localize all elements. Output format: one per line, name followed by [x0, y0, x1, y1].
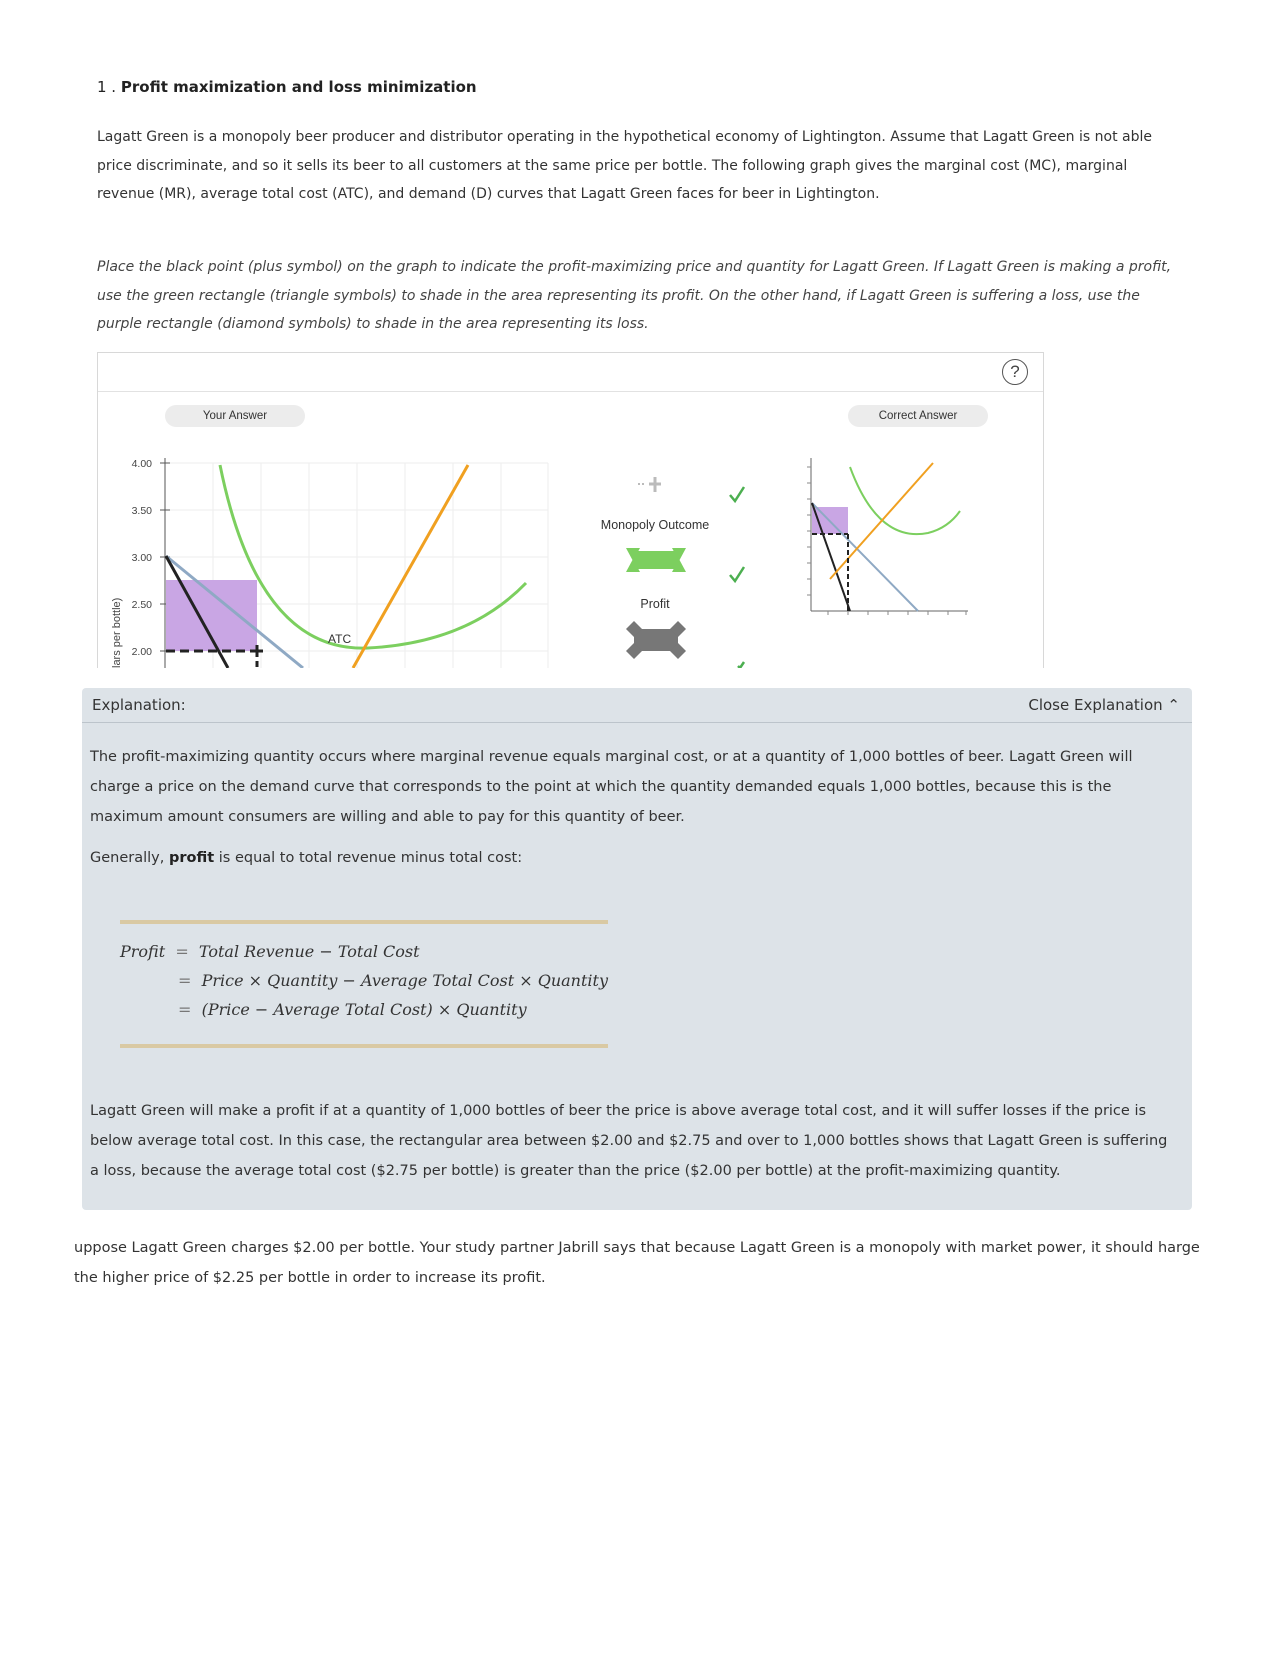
formula-lhs: Profit [120, 942, 166, 961]
profit-formula [120, 920, 608, 1048]
y-tick-label: 2.50 [131, 599, 152, 611]
your-answer-tab[interactable]: Your Answer [165, 405, 305, 427]
explanation-paragraph: Lagatt Green will make a profit if at a quantity of 1,000 bottles of beer the price is above average total cost, and it will suffer losses if the price is below average total cost. In this case, the rectangular area between $2.00 and $2.75 and over to 1,000 bottles shows that Lagatt Green is suffering a loss, because the average total cost ($2.75 per bottle) is greater than the price ($2.00 per bottle) at the profit-maximizing quantity. [90, 1103, 1168, 1179]
formula-line [120, 942, 420, 961]
explanation-text: Generally, [90, 850, 169, 866]
formula-equals: = [175, 942, 189, 961]
question-instruction: Place the black point (plus symbol) on the graph to indicate the profit-maximizing price and quantity for Lagatt Green. If Lagatt Green is making a profit, use the green rectangle (triangle symbols) to shade in the area representing its profit. On the other hand, if Lagatt Green is suffering a loss, use the purple rectangle (diamond symbols) to shade in the area representing its loss. [97, 259, 1172, 332]
correct-answer-graph [807, 458, 968, 615]
explanation-bold-term: profit [168, 850, 215, 866]
triangle-icon[interactable] [626, 548, 686, 572]
y-tick-label: 3.00 [131, 552, 152, 564]
checkmark-icon [730, 567, 744, 581]
followup-question-text: uppose Lagatt Green charges $2.00 per bottle. Your study partner Jabrill says that because Lagatt Green is a monopoly with market power, it should harge the higher price of $2.25 per bottle in order to increase its profit. [74, 1240, 1200, 1286]
close-explanation-label: Close Explanation [1028, 696, 1163, 714]
correct-answer-tab[interactable]: Correct Answer [848, 405, 988, 427]
your-answer-graph [111, 458, 548, 668]
y-axis-label: lars per bottle) [111, 597, 123, 668]
chevron-up-icon: ⌃ [1167, 696, 1180, 714]
question-title-text: Profit maximization and loss minimization [120, 78, 477, 96]
profit-label: Profit [640, 597, 670, 611]
formula-term: (Price − Average Total Cost) × Quantity [201, 1000, 527, 1019]
marginal-cost-curve [353, 465, 468, 668]
y-tick-label: 2.00 [131, 646, 152, 658]
explanation-paragraph: The profit-maximizing quantity occurs where marginal revenue equals marginal cost, or at a quantity of 1,000 bottles of beer. Lagatt Green will charge a price on the demand curve that corresponds to the point at which the quantity demanded equals 1,000 bottles, because this is the maximum amount consumers are willing and able to pay for this quantity of beer. [90, 749, 1133, 825]
explanation-paragraph [90, 843, 1175, 873]
formula-line [178, 1000, 527, 1019]
close-explanation-button[interactable] [1028, 696, 1180, 714]
diamond-icon[interactable] [626, 621, 686, 659]
monopoly-outcome-label: Monopoly Outcome [600, 518, 710, 532]
tool-palette [601, 477, 744, 668]
correct-atc-curve [850, 467, 960, 534]
question-intro: Lagatt Green is a monopoly beer producer and distributor operating in the hypothetical economy of Lightington. Assume that Lagatt Green is not able price discriminate, and so it sells its beer to all customers at the same price per bottle. The following graph gives the marginal cost (MC), marginal revenue (MR), average total cost (ATC), and demand (D) curves that Lagatt Green faces for beer in Lightington. [97, 129, 1152, 202]
y-tick-label: 4.00 [131, 458, 152, 470]
formula-rule [120, 920, 608, 924]
graph-panel [97, 352, 1044, 668]
correct-demand-curve [812, 503, 918, 611]
plus-icon[interactable] [638, 477, 661, 492]
help-icon[interactable]: ? [1002, 359, 1028, 385]
graph-canvas [98, 353, 1043, 668]
formula-equals: = [178, 971, 192, 990]
formula-equals: = [178, 1000, 192, 1019]
explanation-label: Explanation: [92, 696, 186, 714]
explanation-header [82, 688, 1192, 723]
atc-label: ATC [328, 632, 352, 646]
formula-rule [120, 1044, 608, 1048]
formula-term: Total Revenue − Total Cost [198, 942, 420, 961]
checkmark-icon [730, 487, 744, 501]
formula-line [178, 971, 608, 990]
y-tick-label: 3.50 [131, 505, 152, 517]
formula-term: Price × Quantity − Average Total Cost × Quantity [201, 971, 608, 990]
explanation-text: is equal to total revenue minus total cost: [214, 850, 523, 866]
question-number: 1 . [97, 78, 117, 96]
explanation-panel [82, 688, 1192, 1210]
checkmark-icon [738, 662, 744, 668]
question-title [97, 78, 477, 96]
